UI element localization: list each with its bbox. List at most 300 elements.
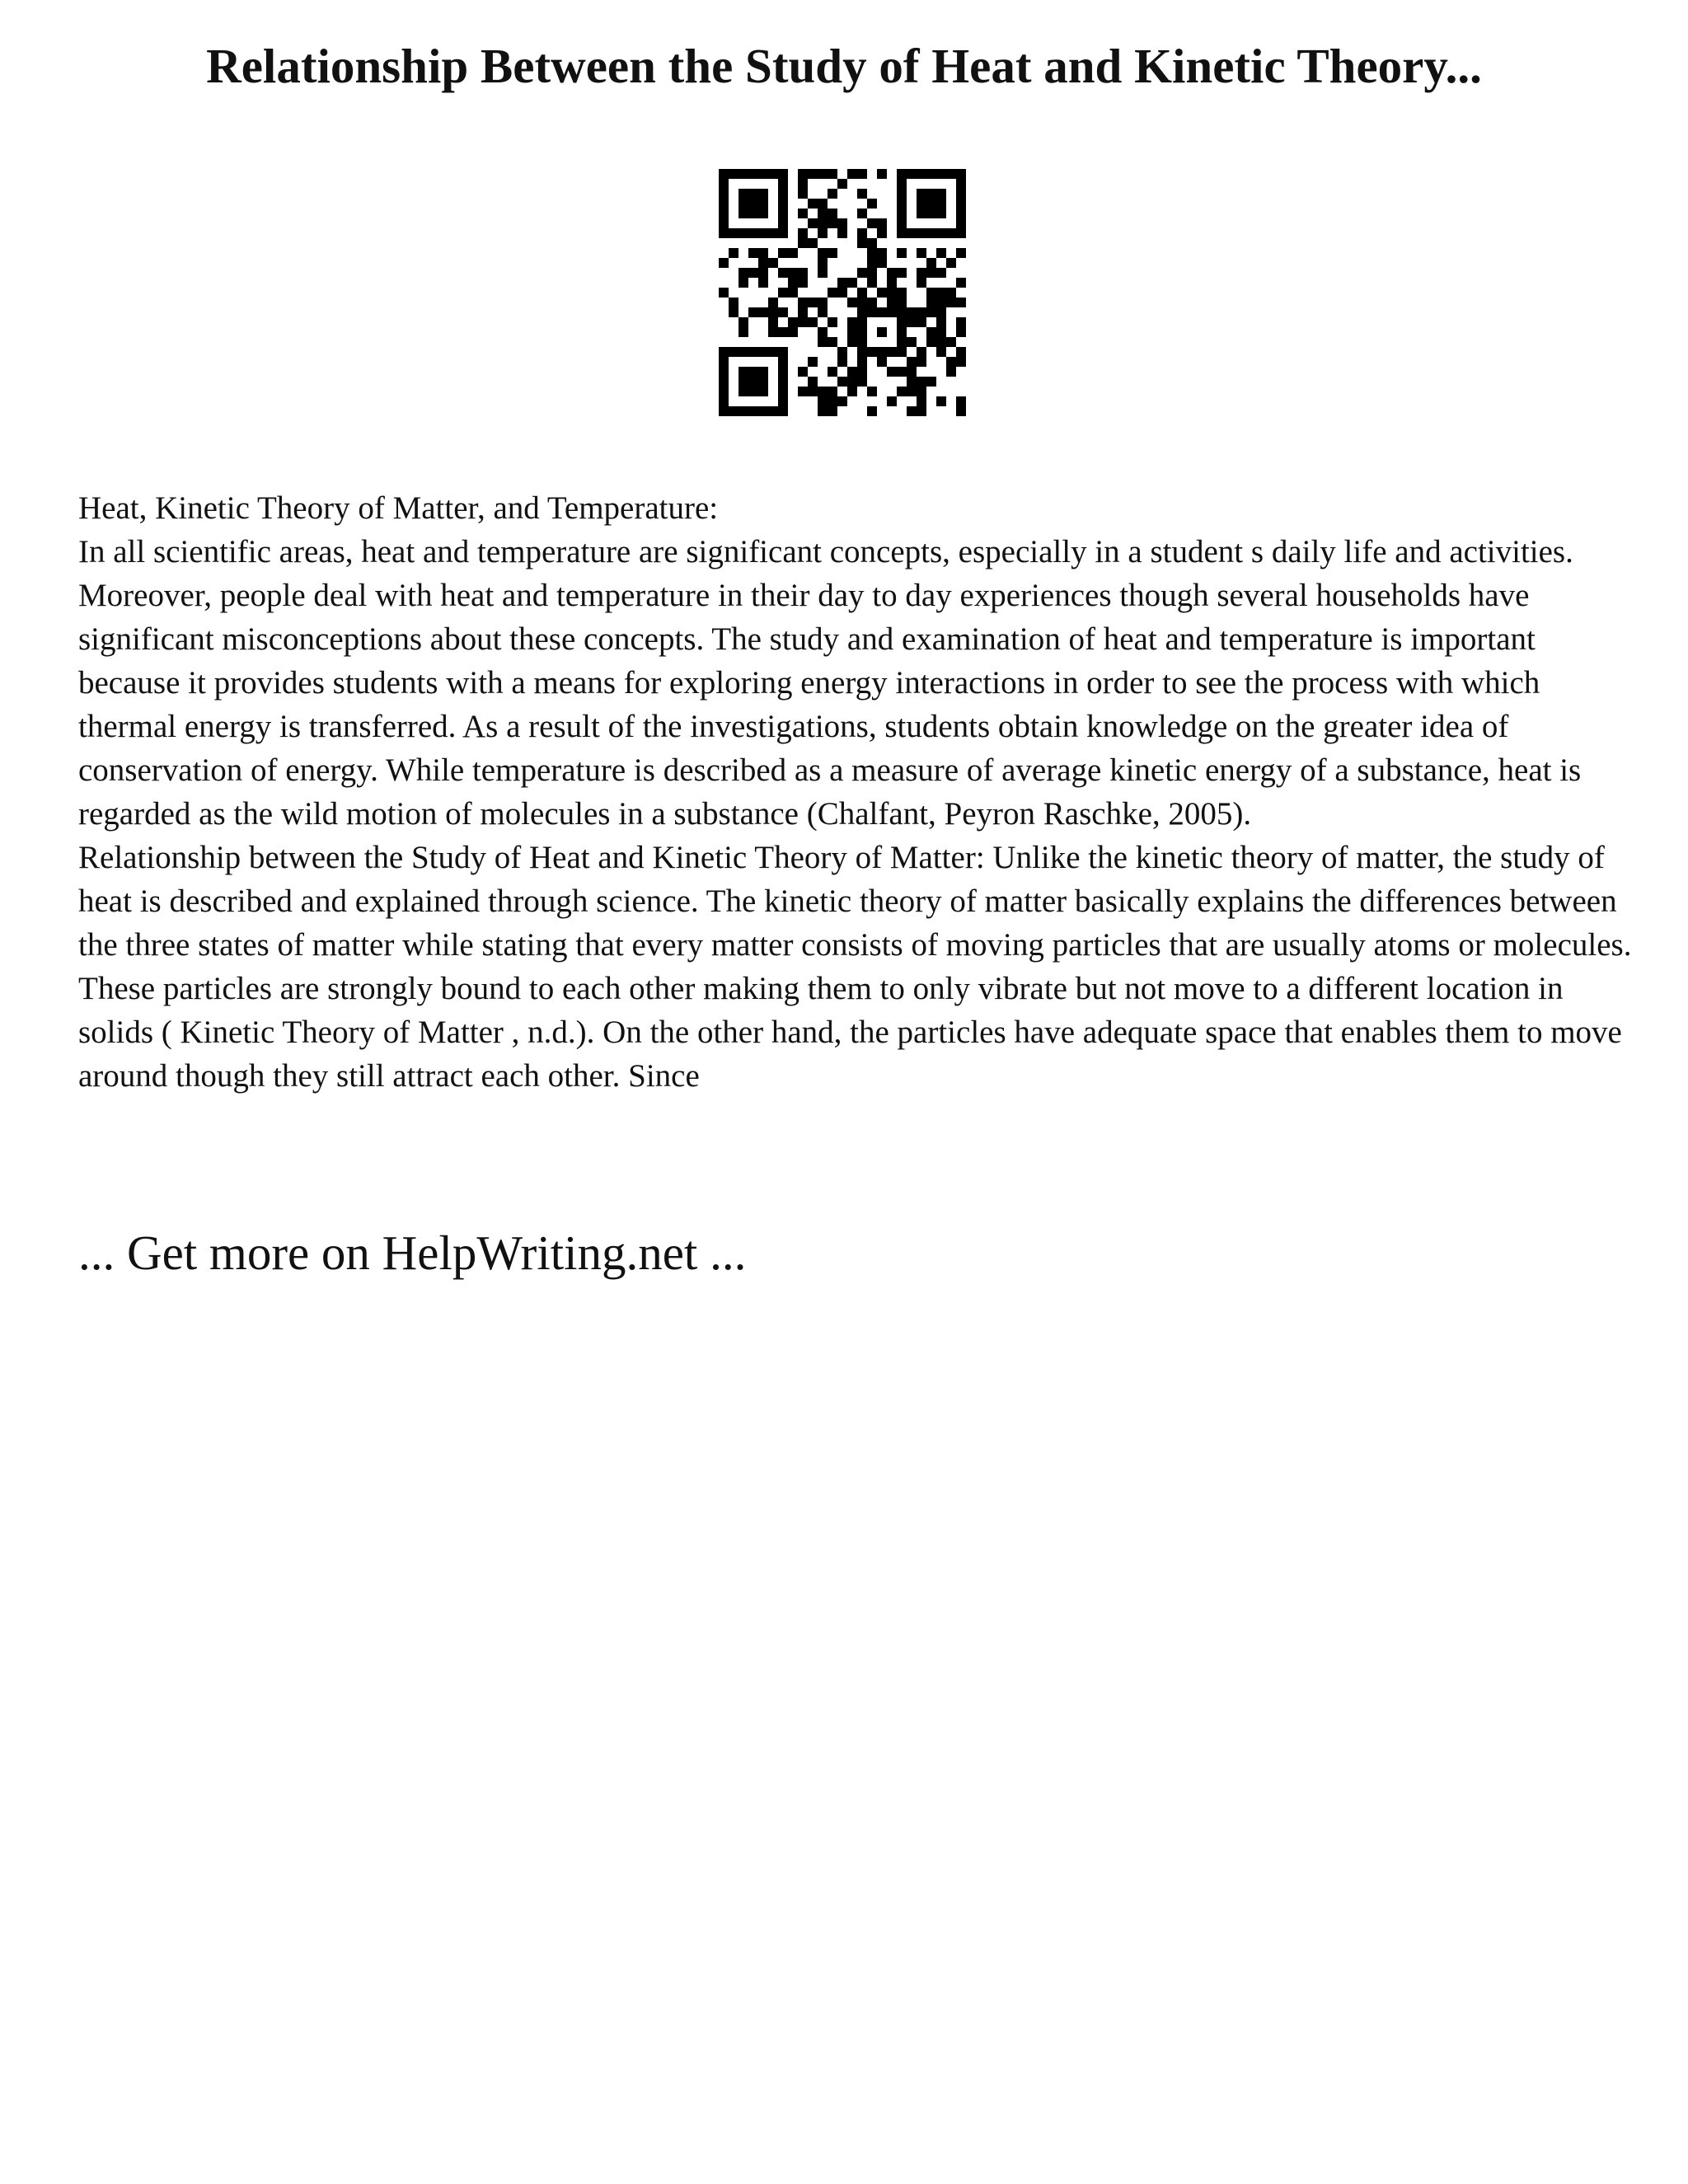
qr-module (778, 288, 788, 298)
qr-module (748, 377, 758, 387)
qr-module (778, 209, 788, 218)
qr-module (897, 317, 907, 327)
qr-module (818, 406, 828, 416)
qr-module (778, 327, 788, 337)
qr-module (778, 248, 788, 258)
qr-module (768, 298, 778, 307)
qr-module (936, 337, 946, 347)
section-heading: Heat, Kinetic Theory of Matter, and Temperature: (78, 490, 719, 526)
qr-module (798, 307, 808, 317)
qr-module (719, 179, 729, 189)
qr-module (818, 169, 828, 179)
qr-module (798, 228, 808, 238)
qr-module (897, 367, 907, 377)
qr-module (926, 327, 936, 337)
qr-module (926, 189, 936, 199)
qr-module (857, 347, 867, 357)
qr-module (907, 406, 917, 416)
qr-module (956, 298, 966, 307)
qr-module (897, 327, 907, 337)
qr-module (828, 406, 837, 416)
qr-module (897, 189, 907, 199)
qr-module (837, 347, 847, 357)
qr-module (907, 387, 917, 396)
qr-module (808, 169, 818, 179)
qr-module (847, 327, 857, 337)
qr-module (798, 268, 808, 278)
qr-module (857, 228, 867, 238)
qr-module (956, 209, 966, 218)
qr-module (798, 387, 808, 396)
qr-module (719, 387, 729, 396)
qr-module (956, 179, 966, 189)
qr-module (798, 317, 808, 327)
qr-module (857, 238, 867, 248)
qr-module (867, 406, 877, 416)
qr-module (917, 169, 926, 179)
qr-module (877, 228, 887, 238)
qr-module (887, 307, 897, 317)
qr-module (798, 278, 808, 288)
qr-module (936, 298, 946, 307)
qr-module (946, 357, 956, 367)
qr-module (837, 288, 847, 298)
qr-module (907, 377, 917, 387)
qr-module (758, 248, 768, 258)
qr-module (828, 209, 837, 218)
qr-module (758, 387, 768, 396)
qr-module (907, 367, 917, 377)
qr-module (738, 189, 748, 199)
qr-module (758, 169, 768, 179)
qr-module (907, 357, 917, 367)
qr-module (897, 228, 907, 238)
qr-module (808, 298, 818, 307)
qr-module (818, 327, 828, 337)
qr-module (897, 199, 907, 209)
qr-module (798, 209, 808, 218)
qr-module (887, 268, 897, 278)
qr-module (936, 317, 946, 327)
qr-module (788, 288, 798, 298)
qr-module (907, 228, 917, 238)
qr-module (808, 387, 818, 396)
qr-module (956, 169, 966, 179)
qr-module (778, 218, 788, 228)
qr-module (867, 298, 877, 307)
qr-module (768, 258, 778, 268)
qr-module (917, 317, 926, 327)
qr-module (917, 199, 926, 209)
qr-module (867, 278, 877, 288)
qr-module (887, 288, 897, 298)
qr-module (719, 367, 729, 377)
qr-module (936, 347, 946, 357)
qr-module (818, 396, 828, 406)
qr-module (946, 367, 956, 377)
qr-module (818, 248, 828, 258)
qr-module (956, 278, 966, 288)
qr-module (719, 258, 729, 268)
qr-module (798, 238, 808, 248)
qr-module (778, 396, 788, 406)
qr-module (788, 248, 798, 258)
qr-module (956, 357, 966, 367)
qr-module (748, 248, 758, 258)
qr-module (956, 218, 966, 228)
qr-module (897, 307, 907, 317)
qr-module (768, 406, 778, 416)
qr-module (778, 347, 788, 357)
qr-module (917, 377, 926, 387)
qr-module (758, 406, 768, 416)
qr-module (748, 367, 758, 377)
qr-module (936, 288, 946, 298)
qr-module (936, 169, 946, 179)
qr-module (897, 218, 907, 228)
qr-module (926, 228, 936, 238)
qr-module (847, 278, 857, 288)
qr-module (818, 337, 828, 347)
get-more-link[interactable]: ... Get more on HelpWriting.net ... (78, 1226, 747, 1280)
qr-module (887, 396, 897, 406)
qr-module (748, 406, 758, 416)
qr-module (887, 347, 897, 357)
qr-module (887, 298, 897, 307)
qr-module (926, 377, 936, 387)
qr-module (907, 307, 917, 317)
qr-module (867, 218, 877, 228)
qr-module (917, 387, 926, 396)
qr-module (778, 367, 788, 377)
qr-module (719, 347, 729, 357)
qr-module (907, 317, 917, 327)
qr-module (857, 337, 867, 347)
qr-module (828, 248, 837, 258)
qr-module (748, 209, 758, 218)
qr-module (738, 327, 748, 337)
qr-module (897, 268, 907, 278)
qr-module (729, 169, 738, 179)
qr-module (857, 169, 867, 179)
qr-module (867, 199, 877, 209)
qr-module (719, 377, 729, 387)
qr-module (897, 347, 907, 357)
qr-module (897, 209, 907, 218)
qr-module (818, 228, 828, 238)
qr-module (798, 298, 808, 307)
qr-module (917, 248, 926, 258)
qr-module (956, 189, 966, 199)
qr-module (758, 228, 768, 238)
qr-module (936, 396, 946, 406)
qr-module (828, 396, 837, 406)
qr-module (847, 367, 857, 377)
qr-module (887, 367, 897, 377)
qr-module (778, 189, 788, 199)
qr-module (738, 199, 748, 209)
qr-module (818, 199, 828, 209)
qr-module (808, 357, 818, 367)
qr-module (877, 258, 887, 268)
qr-module (956, 228, 966, 238)
qr-module (956, 347, 966, 357)
qr-module (877, 169, 887, 179)
qr-module (828, 317, 837, 327)
qr-module (788, 278, 798, 288)
qr-code-icon (719, 169, 966, 416)
qr-module (748, 189, 758, 199)
qr-module (926, 258, 936, 268)
qr-module (778, 307, 788, 317)
qr-module (917, 347, 926, 357)
qr-module (808, 218, 818, 228)
qr-module (828, 218, 837, 228)
qr-module (936, 209, 946, 218)
qr-module (857, 189, 867, 199)
qr-module (877, 347, 887, 357)
qr-module (857, 209, 867, 218)
qr-module (758, 367, 768, 377)
qr-module (748, 268, 758, 278)
qr-module (719, 406, 729, 416)
qr-module (926, 337, 936, 347)
qr-module (857, 307, 867, 317)
qr-module (917, 228, 926, 238)
qr-module (837, 278, 847, 288)
qr-module (798, 179, 808, 189)
qr-module (729, 228, 738, 238)
qr-module (907, 337, 917, 347)
qr-module (719, 169, 729, 179)
qr-module (748, 228, 758, 238)
qr-module (719, 396, 729, 406)
qr-module (897, 169, 907, 179)
qr-module (867, 258, 877, 268)
qr-module (917, 209, 926, 218)
qr-module (897, 337, 907, 347)
qr-module (867, 347, 877, 357)
qr-module (778, 387, 788, 396)
qr-module (897, 387, 907, 396)
qr-module (956, 327, 966, 337)
qr-module (778, 406, 788, 416)
qr-module (738, 347, 748, 357)
qr-module (946, 337, 956, 347)
qr-module (897, 179, 907, 189)
qr-module (778, 179, 788, 189)
qr-module (828, 189, 837, 199)
qr-module (926, 169, 936, 179)
qr-module (917, 406, 926, 416)
qr-module (778, 268, 788, 278)
document-title: Relationship Between the Study of Heat and Kinetic Theory... (206, 39, 1482, 93)
qr-module (926, 209, 936, 218)
qr-module (877, 357, 887, 367)
qr-module (758, 199, 768, 209)
qr-module (768, 169, 778, 179)
qr-module (917, 307, 926, 317)
qr-module (758, 307, 768, 317)
qr-module (956, 199, 966, 209)
qr-module (738, 367, 748, 377)
qr-module (828, 169, 837, 179)
qr-module (847, 387, 857, 396)
body-paragraph-1: In all scientific areas, heat and temperature are significant concepts, especially in a student s daily life and activities. Moreover, people deal with heat and temperature in their day to day experiences though several households have significant misconceptions about these concepts. The study and examination of heat and temperature is important because it provides students with a means for exploring energy interactions in order to see the process with which thermal energy is transferred. As a result of the investigations, students obtain knowledge on the greater idea of conservation of energy. While temperature is described as a measure of average kinetic energy of a substance, heat is regarded as the wild motion of molecules in a substance (Chalfant, Peyron Raschke, 2005). (78, 534, 1582, 832)
qr-module (837, 357, 847, 367)
qr-module (738, 317, 748, 327)
qr-module (956, 406, 966, 416)
qr-module (738, 278, 748, 288)
qr-module (867, 238, 877, 248)
qr-module (719, 218, 729, 228)
qr-module (729, 347, 738, 357)
qr-module (748, 347, 758, 357)
qr-module (857, 317, 867, 327)
qr-module (808, 377, 818, 387)
qr-module (887, 278, 897, 288)
qr-module (788, 327, 798, 337)
qr-module (738, 209, 748, 218)
qr-module (857, 298, 867, 307)
qr-module (719, 228, 729, 238)
qr-module (778, 199, 788, 209)
qr-module (738, 406, 748, 416)
qr-module (867, 248, 877, 258)
qr-module (926, 268, 936, 278)
qr-module (907, 169, 917, 179)
qr-module (946, 258, 956, 268)
qr-module (798, 367, 808, 377)
qr-module (719, 199, 729, 209)
qr-module (778, 377, 788, 387)
qr-module (877, 248, 887, 258)
qr-module (867, 268, 877, 278)
qr-module (768, 347, 778, 357)
qr-module (818, 218, 828, 228)
qr-module (857, 367, 867, 377)
qr-module (758, 189, 768, 199)
qr-module (818, 298, 828, 307)
qr-module (926, 307, 936, 317)
qr-module (917, 396, 926, 406)
qr-module (738, 387, 748, 396)
qr-module (857, 357, 867, 367)
qr-module (936, 228, 946, 238)
qr-module (956, 317, 966, 327)
qr-module (758, 209, 768, 218)
qr-module (936, 327, 946, 337)
qr-module (837, 179, 847, 189)
qr-module (857, 268, 867, 278)
qr-module (936, 307, 946, 317)
qr-module (808, 238, 818, 248)
qr-module (778, 169, 788, 179)
qr-module (897, 248, 907, 258)
qr-module (808, 199, 818, 209)
qr-module (768, 327, 778, 337)
qr-module (837, 377, 847, 387)
qr-module (897, 288, 907, 298)
qr-module (738, 377, 748, 387)
qr-module (798, 169, 808, 179)
qr-module (818, 258, 828, 268)
body-paragraph-2: Relationship between the Study of Heat and Kinetic Theory of Matter: Unlike the kinetic theory of matter, the study of heat is described and explained through science. The kinetic theory of matter basically explains the differences between the three states of matter while stating that every matter consists of moving particles that are usually atoms or molecules. These particles are strongly bound to each other making them to only vibrate but not move to a different location in solids ( Kinetic Theory of Matter , n.d.). On the other hand, the particles have adequate space that enables them to move around though they still attract each other. Since (78, 840, 1632, 1094)
qr-module (828, 367, 837, 377)
qr-module (847, 377, 857, 387)
qr-module (818, 307, 828, 317)
qr-module (729, 307, 738, 317)
qr-module (828, 337, 837, 347)
qr-module (837, 218, 847, 228)
qr-module (917, 268, 926, 278)
qr-module (719, 288, 729, 298)
qr-module (758, 268, 768, 278)
qr-module (738, 268, 748, 278)
qr-module (936, 268, 946, 278)
qr-module (917, 357, 926, 367)
qr-module (867, 307, 877, 317)
qr-module (946, 288, 956, 298)
qr-module (778, 357, 788, 367)
qr-module (738, 169, 748, 179)
qr-module (946, 228, 956, 238)
qr-module (847, 169, 857, 179)
qr-module (867, 387, 877, 396)
qr-module (877, 218, 887, 228)
qr-module (946, 169, 956, 179)
qr-module (857, 288, 867, 298)
qr-module (719, 189, 729, 199)
qr-module (808, 317, 818, 327)
qr-module (798, 189, 808, 199)
qr-module (729, 298, 738, 307)
qr-module (748, 169, 758, 179)
qr-module (758, 377, 768, 387)
qr-module (788, 268, 798, 278)
qr-module (897, 298, 907, 307)
qr-module (719, 209, 729, 218)
qr-module (758, 278, 768, 288)
qr-module (758, 258, 768, 268)
qr-module (946, 298, 956, 307)
qr-module (748, 307, 758, 317)
qr-module (847, 337, 857, 347)
qr-module (926, 298, 936, 307)
qr-module (738, 228, 748, 238)
qr-module (847, 317, 857, 327)
qr-module (719, 357, 729, 367)
qr-module (768, 307, 778, 317)
qr-module (758, 347, 768, 357)
qr-module (729, 248, 738, 258)
qr-module (828, 288, 837, 298)
qr-module (926, 288, 936, 298)
qr-module (857, 377, 867, 387)
qr-module (788, 317, 798, 327)
qr-module (917, 278, 926, 288)
document-body (78, 486, 1644, 1098)
qr-module (847, 298, 857, 307)
qr-module (956, 248, 966, 258)
qr-module (877, 288, 887, 298)
qr-module (818, 209, 828, 218)
qr-module (729, 406, 738, 416)
qr-module (936, 199, 946, 209)
qr-module (778, 228, 788, 238)
qr-module (877, 327, 887, 337)
qr-module (818, 387, 828, 396)
